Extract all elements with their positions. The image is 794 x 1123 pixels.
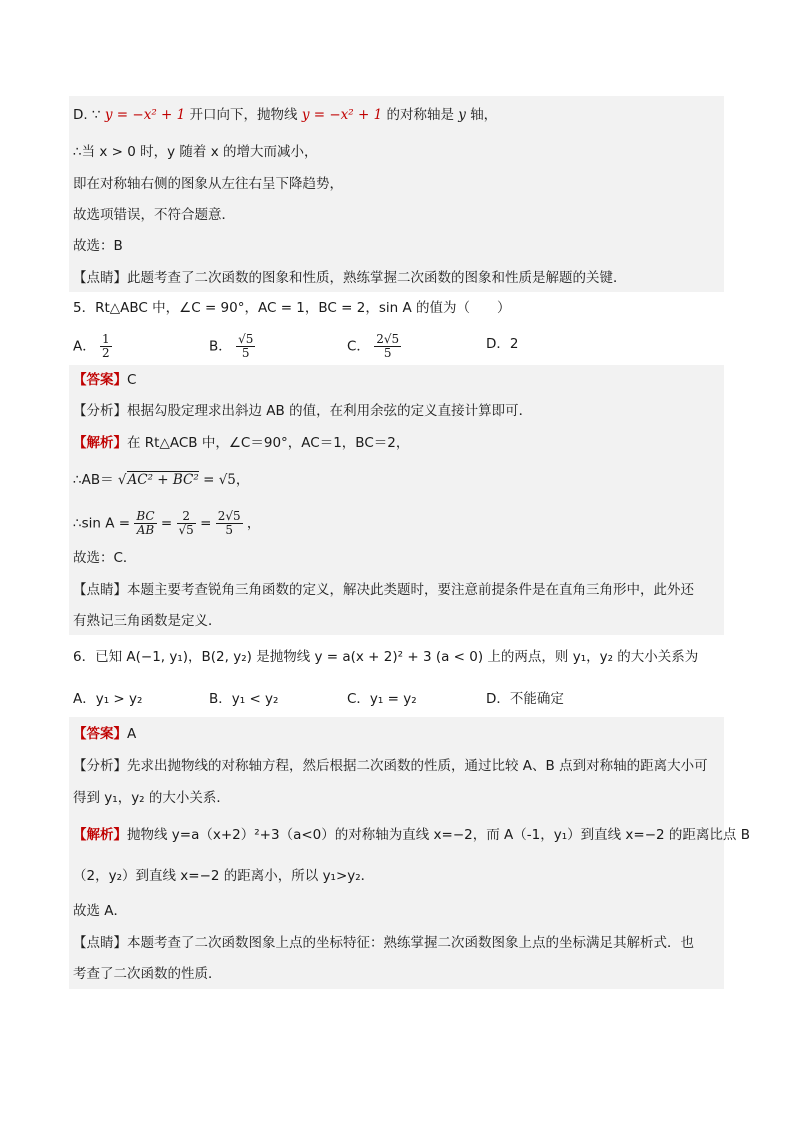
prev-line-4: 故选项错误，不符合题意． (73, 207, 235, 223)
radicand: AC² + BC² (127, 472, 199, 488)
answer-tag: 【答案】 (73, 726, 127, 742)
q5-solution (73, 433, 409, 453)
q5-choice: 故选：C． (73, 550, 137, 566)
numerator: 2√5 (376, 332, 400, 346)
text: 的对称轴是 (386, 107, 454, 123)
denominator: 2 (102, 346, 110, 360)
solution-text: 抛物线 y=a（x+2）²+3（a<0）的对称轴为直线 x=−2，而 A（-1，y₁）到直线 x=−2 的距离比点 B (127, 827, 750, 843)
option-label: C． (347, 338, 370, 355)
analysis-text: 根据勾股定理求出斜边 AB 的值，在利用余弦的定义直接计算即可． (127, 403, 533, 419)
variable: y (458, 107, 466, 123)
numerator: √5 (238, 332, 254, 346)
fraction (100, 333, 112, 360)
q5-option-d: D．2 (486, 336, 519, 352)
q6-option-c: C．y₁ = y₂ (347, 691, 417, 707)
q5-option-a (73, 333, 112, 360)
numerator: 2√5 (217, 509, 241, 523)
q6-option-b: B．y₁ < y₂ (209, 691, 279, 707)
punctuation: ， (246, 515, 261, 532)
dianjing-text: 本题主要考查锐角三角函数的定义，解决此类题时，要注意前提条件是在直角三角形中，此外还 (127, 582, 694, 598)
numerator: 2 (177, 510, 196, 524)
q5-option-b (209, 333, 255, 360)
q6-option-d: D．不能确定 (486, 691, 564, 707)
q5-option-c (347, 333, 401, 360)
q5-answer (73, 370, 136, 390)
fraction (134, 510, 156, 537)
solution-tag: 【解析】 (73, 435, 127, 451)
prev-option-d-explanation (73, 105, 497, 125)
q6-dianjing-2: 考查了二次函数的性质． (73, 966, 222, 982)
q6-analysis-1 (73, 756, 708, 776)
q5-stem: 5．Rt△ABC 中，∠C = 90°，AC = 1，BC = 2，sin A 的值为（ ） (73, 300, 511, 316)
analysis-tag: 【分析】 (73, 758, 127, 774)
solution-tag: 【解析】 (73, 827, 127, 843)
fraction (216, 510, 243, 537)
dianjing-tag: 【点睛】 (73, 582, 127, 598)
step-result: = √5， (203, 472, 250, 488)
dianjing-text: 本题考查了二次函数图象上点的坐标特征：熟练掌握二次函数图象上点的坐标满足其解析式．也 (127, 935, 694, 951)
option-label: A． (73, 338, 96, 355)
q5-dianjing-2: 有熟记三角函数是定义． (73, 613, 222, 629)
step-text: ∴sin A = (73, 515, 131, 532)
fraction (177, 510, 196, 537)
denominator: 5 (383, 346, 392, 360)
fraction (236, 333, 255, 360)
analysis-text: 先求出抛物线的对称轴方程，然后根据二次函数的性质，通过比较 A、B 点到对称轴的距离大小可 (127, 758, 708, 774)
option-label: B． (209, 338, 232, 355)
answer-tag: 【答案】 (73, 372, 127, 388)
dianjing-tag: 【点睛】 (73, 270, 127, 286)
q5-dianjing-1 (73, 580, 694, 600)
denominator: AB (136, 523, 155, 537)
q6-analysis-2: 得到 y₁，y₂ 的大小关系． (73, 790, 230, 806)
numerator: 1 (102, 332, 110, 346)
denominator: 5 (225, 523, 233, 537)
q6-solution-1 (73, 825, 750, 845)
analysis-tag: 【分析】 (73, 403, 127, 419)
q6-dianjing-1 (73, 933, 694, 953)
q6-answer (73, 724, 136, 744)
prev-line-2: ∴当 x > 0 时，y 随着 x 的增大而减小， (73, 144, 318, 160)
equals: = (160, 515, 173, 532)
fraction (374, 333, 401, 360)
because-symbol: ∵ (91, 107, 101, 123)
q6-choice: 故选 A． (73, 903, 128, 919)
highlight-band-prev (69, 96, 724, 292)
q6-solution-2: （2，y₂）到直线 x=−2 的距离小，所以 y₁>y₂． (73, 868, 375, 884)
q5-step-2 (73, 510, 260, 537)
denominator: 5 (241, 346, 250, 360)
denominator: √5 (178, 523, 194, 537)
solution-text: 在 Rt△ACB 中，∠C＝90°，AC＝1，BC＝2， (127, 435, 410, 451)
equation: y = −x² + 1 (301, 107, 383, 123)
q5-step-1 (73, 470, 249, 490)
step-text: ∴AB＝ (73, 472, 114, 488)
q6-stem: 6．已知 A(−1, y₁)，B(2, y₂) 是抛物线 y = a(x + 2)² + 3 (a < 0) 上的两点，则 y₁，y₂ 的大小关系为 (73, 649, 699, 665)
numerator: BC (136, 509, 155, 523)
option-d-label: D. (73, 107, 88, 123)
prev-choice: 故选：B (73, 238, 123, 254)
sqrt-expression: √AC² + BC² (117, 472, 199, 488)
prev-dianjing (73, 268, 627, 288)
answer-text: A (127, 726, 137, 742)
answer-text: C (127, 372, 137, 388)
dianjing-tag: 【点睛】 (73, 935, 127, 951)
q6-option-a: A．y₁ > y₂ (73, 691, 143, 707)
text: 开口向下，抛物线 (189, 107, 298, 123)
dianjing-text: 此题考查了二次函数的图象和性质，熟练掌握二次函数的图象和性质是解题的关键． (127, 270, 627, 286)
q5-analysis (73, 401, 532, 421)
equals: = (200, 515, 212, 532)
text: 轴， (470, 107, 498, 123)
equation: y = −x² + 1 (104, 107, 186, 123)
prev-line-3: 即在对称轴右侧的图象从左往右呈下降趋势， (73, 176, 343, 192)
